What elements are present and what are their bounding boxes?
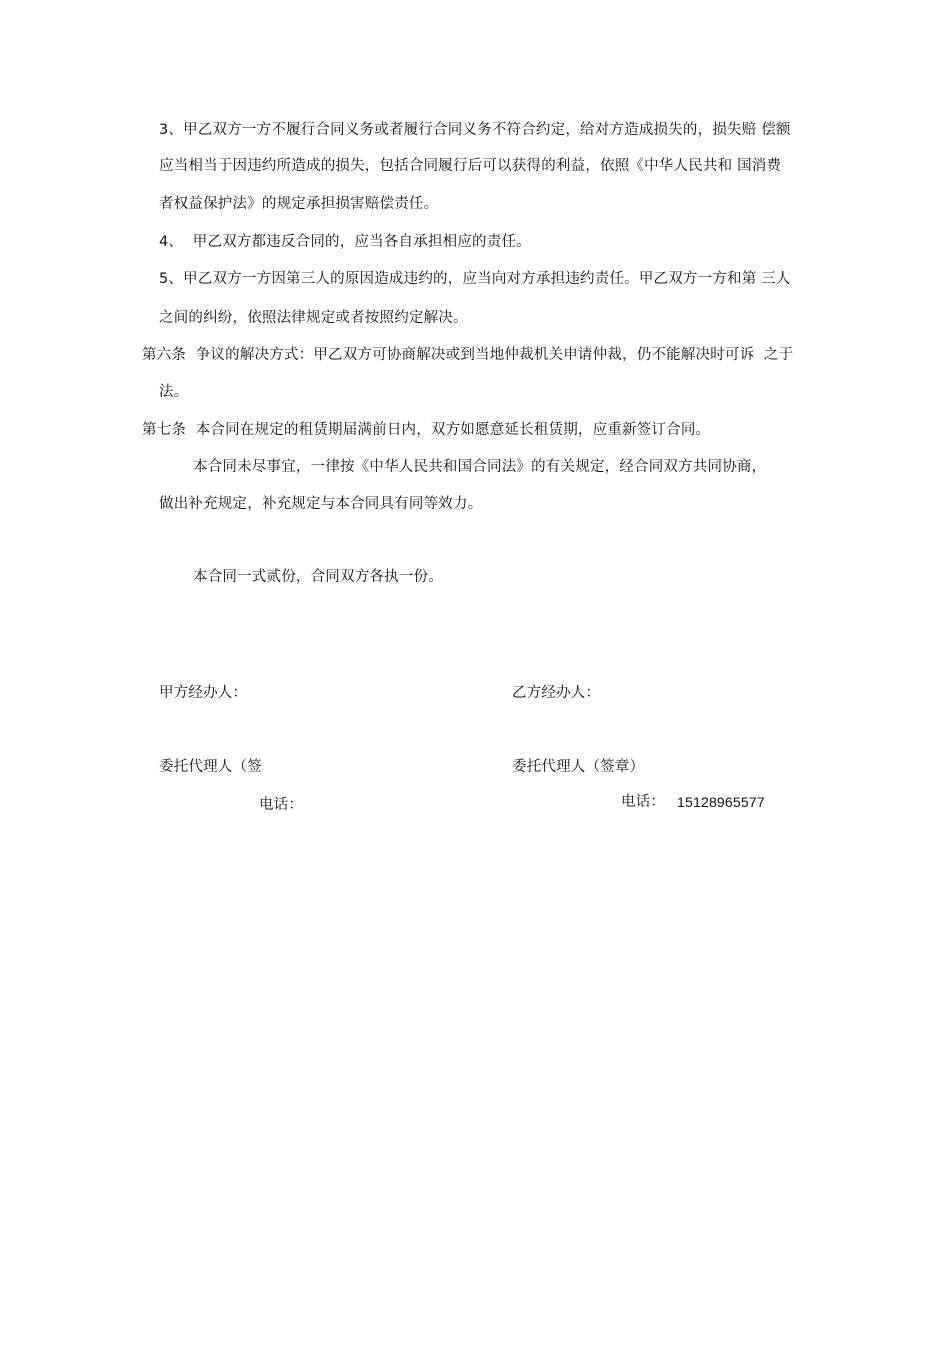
article-6-line-2: 法。 [159, 384, 189, 400]
clause-5-line-2: 之间的纠纷，依照法律规定或者按照约定解决。 [159, 310, 468, 326]
party-b-agent-label: 委托代理人（签章） [512, 759, 645, 775]
party-b-handler-label: 乙方经办人： [512, 685, 601, 701]
party-a-handler-label: 甲方经办人： [159, 685, 248, 701]
party-a-agent-label: 委托代理人（签 [159, 759, 262, 775]
article-6-line-1: 第六条 争议的解决方式：甲乙双方可协商解决或到当地仲裁机关申请仲裁，仍不能解决时可诉 之于 [142, 347, 794, 363]
supplement-line-1: 本合同未尽事宜，一律按《中华人民共和国合同法》的有关规定，经合同双方共同协商， [193, 459, 767, 475]
party-a-phone-label: 电话： [259, 797, 304, 813]
supplement-line-2: 做出补充规定，补充规定与本合同具有同等效力。 [159, 496, 483, 512]
clause-4-line-1: 4、 甲乙双方都违反合同的，应当各自承担相应的责任。 [159, 234, 531, 250]
clause-5-line-1: 5、甲乙双方一方因第三人的原因造成违约的，应当向对方承担违约责任。甲乙双方一方和第 三人 [159, 271, 791, 287]
party-b-phone-label: 电话： [621, 794, 666, 810]
copies-statement: 本合同一式贰份，合同双方各执一份。 [193, 569, 443, 585]
clause-3-line-3: 者权益保护法》的规定承担损害赔偿责任。 [159, 196, 439, 212]
party-b-phone-value: 15128965577 [677, 794, 765, 810]
article-7-line-1: 第七条 本合同在规定的租赁期届满前日内，双方如愿意延长租赁期，应重新签订合同。 [142, 422, 711, 438]
clause-3-line-1: 3、甲乙双方一方不履行合同义务或者履行合同义务不符合约定，给对方造成损失的，损失赔 偿额 [159, 122, 791, 138]
clause-3-line-2: 应当相当于因违约所造成的损失，包括合同履行后可以获得的利益，依照《中华人民共和 国消费 [159, 158, 782, 174]
